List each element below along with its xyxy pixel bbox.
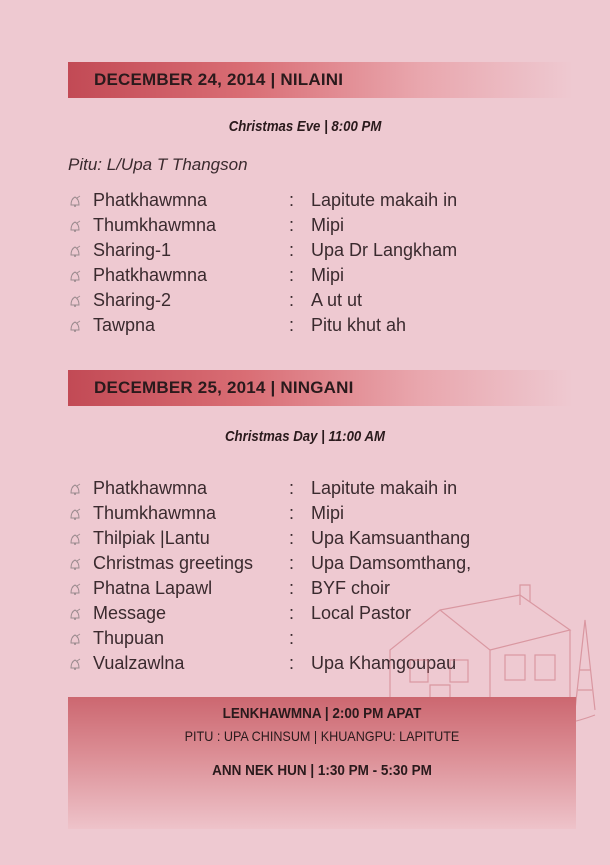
separator-colon: : (289, 628, 295, 648)
pitu-khuangpu-line: PITU : UPA CHINSUM | KHUANGPU: LAPITUTE (184, 728, 460, 744)
service-subtitle-day: Christmas Day | 11:00 AM (225, 428, 385, 445)
separator-colon: : (289, 290, 295, 310)
footer-panel (68, 697, 576, 829)
bell-icon (68, 269, 82, 283)
bell-icon (68, 244, 82, 258)
bell-icon (68, 319, 82, 333)
program-role: Sharing-2 (93, 290, 172, 310)
program-item (68, 501, 568, 526)
program-item (68, 188, 568, 213)
bell-icon (68, 582, 82, 596)
program-role: Message (93, 603, 167, 623)
service-subtitle-eve: Christmas Eve | 8:00 PM (228, 118, 382, 135)
bell-icon (68, 632, 82, 646)
separator-colon: : (289, 578, 295, 598)
program-person: Lapitute makaih in (311, 478, 458, 498)
program-person: Pitu khut ah (311, 315, 407, 335)
program-person: Mipi (311, 215, 345, 235)
program-person: Upa Damsomthang, (311, 553, 472, 573)
program-person: BYF choir (311, 578, 391, 598)
lenkhawmna-line: LENKHAWMNA | 2:00 PM APAT (222, 705, 422, 722)
program-person: Mipi (311, 503, 345, 523)
separator-colon: : (289, 240, 295, 260)
program-item (68, 238, 568, 263)
separator-colon: : (289, 478, 295, 498)
program-role: Tawpna (93, 315, 156, 335)
program-role: Vualzawlna (93, 653, 185, 673)
program-role: Thumkhawmna (93, 503, 217, 523)
bell-icon (68, 657, 82, 671)
bell-icon (68, 507, 82, 521)
program-item (68, 526, 568, 551)
banner-title: DECEMBER 24, 2014 | NILAINI (94, 70, 344, 89)
program-role: Thilpiak |Lantu (93, 528, 210, 548)
bell-icon (68, 607, 82, 621)
separator-colon: : (289, 653, 295, 673)
date-banner-dec-24 (68, 62, 573, 98)
program-item (68, 476, 568, 501)
program-person: A ut ut (311, 290, 363, 310)
program-role: Phatna Lapawl (93, 578, 213, 598)
program-role: Phatkhawmna (93, 190, 208, 210)
program-person: Upa Kamsuanthang (311, 528, 471, 548)
separator-colon: : (289, 215, 295, 235)
bell-icon (68, 219, 82, 233)
bell-icon (68, 532, 82, 546)
separator-colon: : (289, 265, 295, 285)
program-list-eve (68, 188, 568, 338)
program-item (68, 213, 568, 238)
program-role: Phatkhawmna (93, 478, 208, 498)
program-role: Thupuan (93, 628, 165, 648)
program-item (68, 288, 568, 313)
separator-colon: : (289, 315, 295, 335)
program-item (68, 313, 568, 338)
program-role: Sharing-1 (93, 240, 172, 260)
separator-colon: : (289, 528, 295, 548)
program-person: Local Pastor (311, 603, 412, 623)
presider-line: Pitu: L/Upa T Thangson (68, 155, 248, 174)
date-banner-dec-25 (68, 370, 573, 406)
program-person: Lapitute makaih in (311, 190, 458, 210)
separator-colon: : (289, 603, 295, 623)
program-role: Christmas greetings (93, 553, 254, 573)
separator-colon: : (289, 190, 295, 210)
bell-icon (68, 194, 82, 208)
program-person: Upa Khamgoupau (311, 653, 457, 673)
separator-colon: : (289, 503, 295, 523)
program-person: Upa Dr Langkham (311, 240, 458, 260)
bell-icon (68, 557, 82, 571)
program-role: Phatkhawmna (93, 265, 208, 285)
program-person: Mipi (311, 265, 345, 285)
bell-icon (68, 482, 82, 496)
program-role: Thumkhawmna (93, 215, 217, 235)
program-item (68, 263, 568, 288)
separator-colon: : (289, 553, 295, 573)
meal-time-line: ANN NEK HUN | 1:30 PM - 5:30 PM (212, 762, 432, 779)
banner-title: DECEMBER 25, 2014 | NINGANI (94, 378, 354, 397)
bell-icon (68, 294, 82, 308)
